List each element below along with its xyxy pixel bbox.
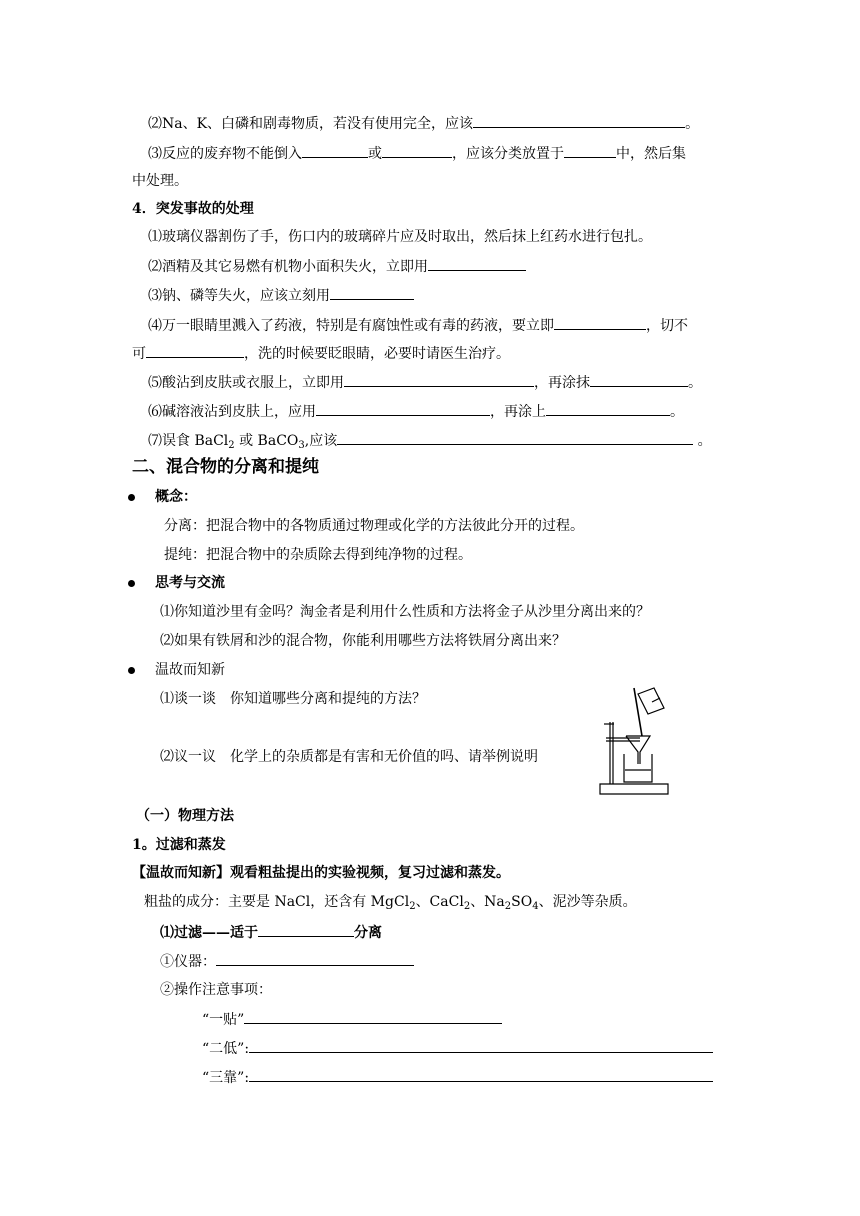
accident-item-3: ⑶钠、磷等失火，应该立刻用 <box>148 285 414 306</box>
blank[interactable] <box>249 1067 713 1082</box>
bullet-icon <box>128 667 135 674</box>
blank[interactable] <box>302 143 368 158</box>
review-1: ⑴谈一谈 你知道哪些分离和提纯的方法？ <box>160 691 426 707</box>
think-heading: 思考与交流 <box>128 573 225 593</box>
one-stick-line: “一贴” <box>202 1009 502 1030</box>
item-2: ⑵Na、K、白磷和剧毒物质，若没有使用完全，应该 。 <box>148 113 699 134</box>
blank[interactable] <box>473 113 685 128</box>
blank[interactable] <box>146 343 244 358</box>
bullet-icon <box>128 580 135 587</box>
accident-item-1: ⑴玻璃仪器割伤了手，伤口内的玻璃碎片应及时取出，然后抹上红药水进行包扎。 <box>148 229 652 245</box>
blank[interactable] <box>316 401 490 416</box>
blank[interactable] <box>344 372 534 387</box>
accident-item-2: ⑵酒精及其它易燃有机物小面积失火，立即用 <box>148 256 526 277</box>
accident-item-7: ⑺误食 BaCl$_2$ 或 BaCO$_3$,应该 。 <box>148 430 712 451</box>
blank[interactable] <box>554 315 646 330</box>
blank[interactable] <box>330 285 414 300</box>
item-3: ⑶反应的废弃物不能倒入 或 ，应该分类放置于 中，然后集 <box>148 143 686 164</box>
section-title: 二、混合物的分离和提纯 <box>132 457 319 477</box>
blank[interactable] <box>258 922 354 937</box>
equipment-line: ①仪器： <box>160 951 414 972</box>
section-heading-accident: 4．突发事故的处理 <box>132 201 254 217</box>
bullet-icon <box>128 494 135 501</box>
item-3-cont: 中处理。 <box>132 173 188 189</box>
review-2: ⑵议一议 化学上的杂质都是有害和无价值的吗、请举例说明 <box>160 749 538 765</box>
three-lean-line: “三靠”: <box>202 1067 713 1088</box>
separation-def: 分离：把混合物中的各物质通过物理或化学的方法彼此分开的过程。 <box>164 518 584 534</box>
blank[interactable] <box>382 143 452 158</box>
review-tip: 【温故而知新】观看粗盐提出的实验视频，复习过滤和蒸发。 <box>132 865 510 881</box>
question-2: ⑵如果有铁屑和沙的混合物，你能利用哪些方法将铁屑分离出来？ <box>160 633 566 649</box>
blank[interactable] <box>216 951 414 966</box>
filtration-apparatus-icon <box>596 684 672 800</box>
blank[interactable] <box>428 256 526 271</box>
concept-heading: 概念： <box>128 487 197 507</box>
blank[interactable] <box>546 401 670 416</box>
accident-item-4: ⑷万一眼睛里溅入了药液，特别是有腐蚀性或有毒的药液，要立即 ，切不 <box>148 315 688 336</box>
blank[interactable] <box>244 1009 502 1024</box>
review-heading: 温故而知新 <box>128 660 225 680</box>
blank[interactable] <box>249 1038 713 1053</box>
physical-heading: （一）物理方法 <box>136 808 234 824</box>
blank[interactable] <box>590 372 688 387</box>
notes-label: ②操作注意事项： <box>160 982 272 998</box>
blank[interactable] <box>564 143 616 158</box>
subsection-filtration: 1。过滤和蒸发 <box>132 837 226 853</box>
purification-def: 提纯：把混合物中的杂质除去得到纯净物的过程。 <box>164 547 472 563</box>
blank[interactable] <box>337 430 693 445</box>
accident-item-4-cont: 可 ，洗的时候要眨眼睛，必要时请医生治疗。 <box>132 343 510 364</box>
two-low-line: “二低”: <box>202 1038 713 1059</box>
accident-item-5: ⑸酸沾到皮肤或衣服上，立即用 ，再涂抹 。 <box>148 372 702 393</box>
filtration-line: ⑴过滤——适于 分离 <box>160 922 382 943</box>
question-1: ⑴你知道沙里有金吗？淘金者是利用什么性质和方法将金子从沙里分离出来的？ <box>160 604 650 620</box>
salt-composition: 粗盐的成分：主要是 NaCl，还含有 MgCl$_2$、CaCl$_2$、$Na_2SO_4$、泥沙等杂质。 <box>144 894 637 912</box>
accident-item-6: ⑹碱溶液沾到皮肤上，应用 ，再涂上 。 <box>148 401 684 422</box>
